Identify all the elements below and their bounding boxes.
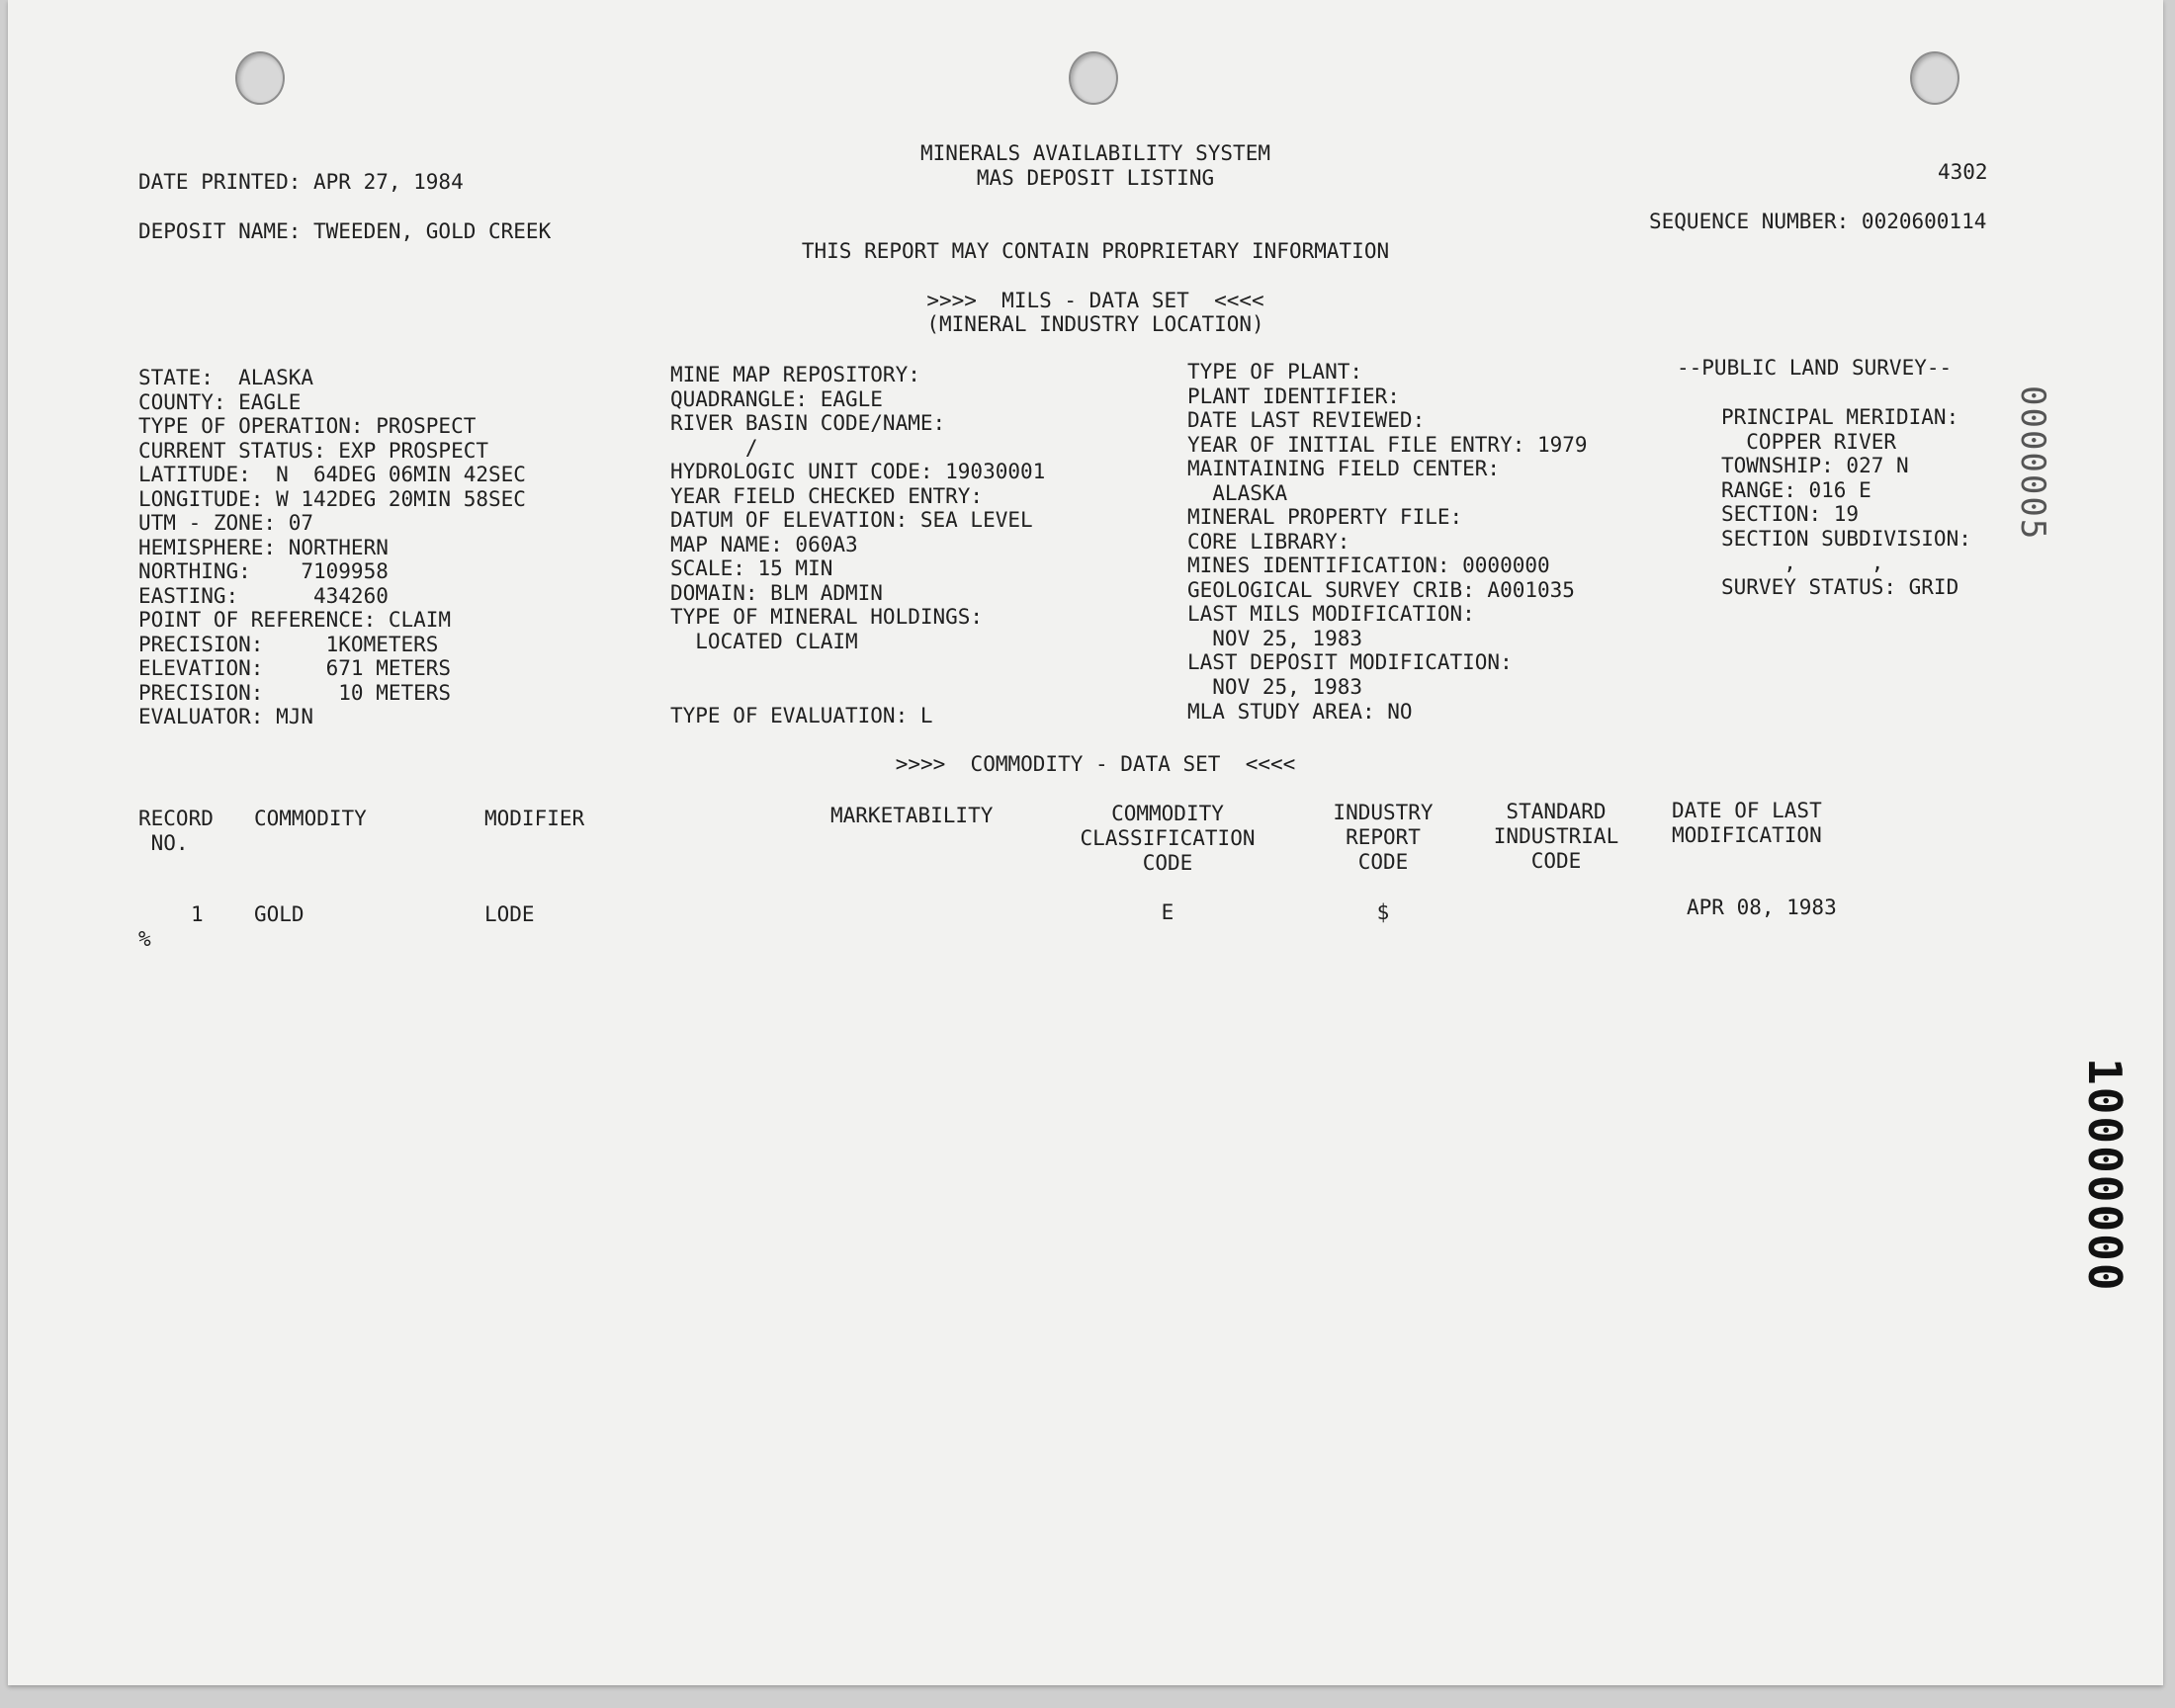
row-classification-code: E [1161, 900, 1174, 924]
document-page [8, 0, 2163, 1685]
field-line: TYPE OF MINERAL HOLDINGS: [670, 605, 984, 629]
field-line: LOCATED CLAIM [670, 630, 858, 653]
deposit-name: DEPOSIT NAME: TWEEDEN, GOLD CREEK [138, 219, 552, 243]
field-line: NORTHING: 7109958 [138, 559, 389, 583]
public-land-survey-title: --PUBLIC LAND SURVEY-- [1677, 356, 1953, 380]
punch-hole-center [1069, 51, 1118, 105]
header-standard-industrial-code: STANDARD INDUSTRIAL CODE [1493, 800, 1619, 873]
header-modifier: MODIFIER [484, 807, 585, 830]
field-line: EVALUATOR: MJN [138, 705, 314, 728]
field-line: TYPE OF PLANT: [1187, 360, 1363, 384]
field-line: DOMAIN: BLM ADMIN [670, 581, 883, 605]
header-record-no: RECORD NO. [138, 807, 214, 855]
field-line: YEAR OF INITIAL FILE ENTRY: 1979 [1187, 433, 1588, 457]
field-line: SECTION: 19 [1721, 502, 1860, 526]
field-line: DATUM OF ELEVATION: SEA LEVEL [670, 508, 1033, 532]
field-line: , , [1721, 551, 1884, 574]
field-line: LATITUDE: N 64DEG 06MIN 42SEC [138, 463, 526, 486]
header-industry-report-code: INDUSTRY REPORT CODE [1333, 801, 1434, 874]
punch-hole-right [1910, 51, 1959, 105]
field-line: SECTION SUBDIVISION: [1721, 527, 1971, 551]
field-line: RANGE: 016 E [1721, 478, 1871, 502]
proprietary-notice: THIS REPORT MAY CONTAIN PROPRIETARY INFORMATION [801, 239, 1390, 263]
field-line: CURRENT STATUS: EXP PROSPECT [138, 439, 489, 463]
field-line: ALASKA [1187, 481, 1288, 505]
field-line: PLANT IDENTIFIER: [1187, 384, 1400, 408]
punch-hole-left [235, 51, 285, 105]
field-line: PRECISION: 10 METERS [138, 681, 452, 705]
field-line: MINE MAP REPOSITORY: [670, 363, 920, 386]
field-line: COPPER RIVER [1721, 430, 1897, 454]
field-line: RIVER BASIN CODE/NAME: [670, 411, 946, 435]
field-line: STATE: ALASKA [138, 366, 314, 389]
field-line: TYPE OF EVALUATION: L [670, 704, 933, 727]
field-line: PRINCIPAL MERIDIAN: [1721, 405, 1959, 429]
field-line: HYDROLOGIC UNIT CODE: 19030001 [670, 460, 1046, 483]
header-marketability: MARKETABILITY [830, 804, 994, 827]
row-record-no: 1 [191, 902, 204, 926]
field-line: LONGITUDE: W 142DEG 20MIN 58SEC [138, 487, 526, 511]
header-date-of-last-modification: DATE OF LAST MODIFICATION [1672, 799, 1822, 847]
row-modifier: LODE [484, 902, 535, 926]
field-line: MAP NAME: 060A3 [670, 533, 858, 556]
field-line: HEMISPHERE: NORTHERN [138, 536, 389, 559]
field-line: YEAR FIELD CHECKED ENTRY: [670, 484, 984, 508]
end-of-record-marker: % [138, 927, 151, 951]
field-line: LAST DEPOSIT MODIFICATION: [1187, 650, 1513, 674]
commodity-title: >>>> COMMODITY - DATA SET <<<< [895, 752, 1296, 776]
mils-subtitle: (MINERAL INDUSTRY LOCATION) [926, 312, 1264, 336]
field-line: LAST MILS MODIFICATION: [1187, 602, 1475, 626]
header-commodity: COMMODITY [254, 807, 367, 830]
field-line: GEOLOGICAL SURVEY CRIB: A001035 [1187, 578, 1575, 602]
field-line: / [670, 436, 758, 460]
field-line: MINERAL PROPERTY FILE: [1187, 505, 1463, 529]
field-line: EASTING: 434260 [138, 584, 389, 608]
date-printed: DATE PRINTED: APR 27, 1984 [138, 170, 464, 194]
stamped-number-lower: 10000000 [2078, 1058, 2132, 1293]
field-line: MLA STUDY AREA: NO [1187, 700, 1413, 724]
field-line: UTM - ZONE: 07 [138, 511, 314, 535]
field-line: SURVEY STATUS: GRID [1721, 575, 1959, 599]
field-line: NOV 25, 1983 [1187, 675, 1363, 699]
field-line: ELEVATION: 671 METERS [138, 656, 452, 680]
field-line: TYPE OF OPERATION: PROSPECT [138, 414, 477, 438]
field-line: PRECISION: 1KOMETERS [138, 633, 439, 656]
row-commodity: GOLD [254, 902, 304, 926]
field-line: POINT OF REFERENCE: CLAIM [138, 608, 452, 632]
field-line: SCALE: 15 MIN [670, 556, 833, 580]
field-line: COUNTY: EAGLE [138, 390, 302, 414]
stamped-number-upper: 0000005 [2013, 385, 2052, 542]
row-date: APR 08, 1983 [1687, 896, 1837, 919]
row-industry-report-code: $ [1376, 900, 1390, 924]
mils-title: >>>> MILS - DATA SET <<<< [926, 289, 1264, 312]
system-title: MINERALS AVAILABILITY SYSTEM [919, 141, 1270, 165]
field-line: TOWNSHIP: 027 N [1721, 454, 1909, 477]
field-line: MINES IDENTIFICATION: 0000000 [1187, 554, 1550, 577]
field-line: MAINTAINING FIELD CENTER: [1187, 457, 1501, 480]
field-line: NOV 25, 1983 [1187, 627, 1363, 650]
header-commodity-classification-code: COMMODITY CLASSIFICATION CODE [1080, 802, 1256, 875]
listing-title: MAS DEPOSIT LISTING [976, 166, 1215, 190]
sequence-number: SEQUENCE NUMBER: 0020600114 [1649, 210, 1987, 233]
field-line: DATE LAST REVIEWED: [1187, 408, 1426, 432]
field-line: QUADRANGLE: EAGLE [670, 387, 883, 411]
page-number: 4302 [1938, 160, 1988, 184]
field-line: CORE LIBRARY: [1187, 530, 1350, 554]
